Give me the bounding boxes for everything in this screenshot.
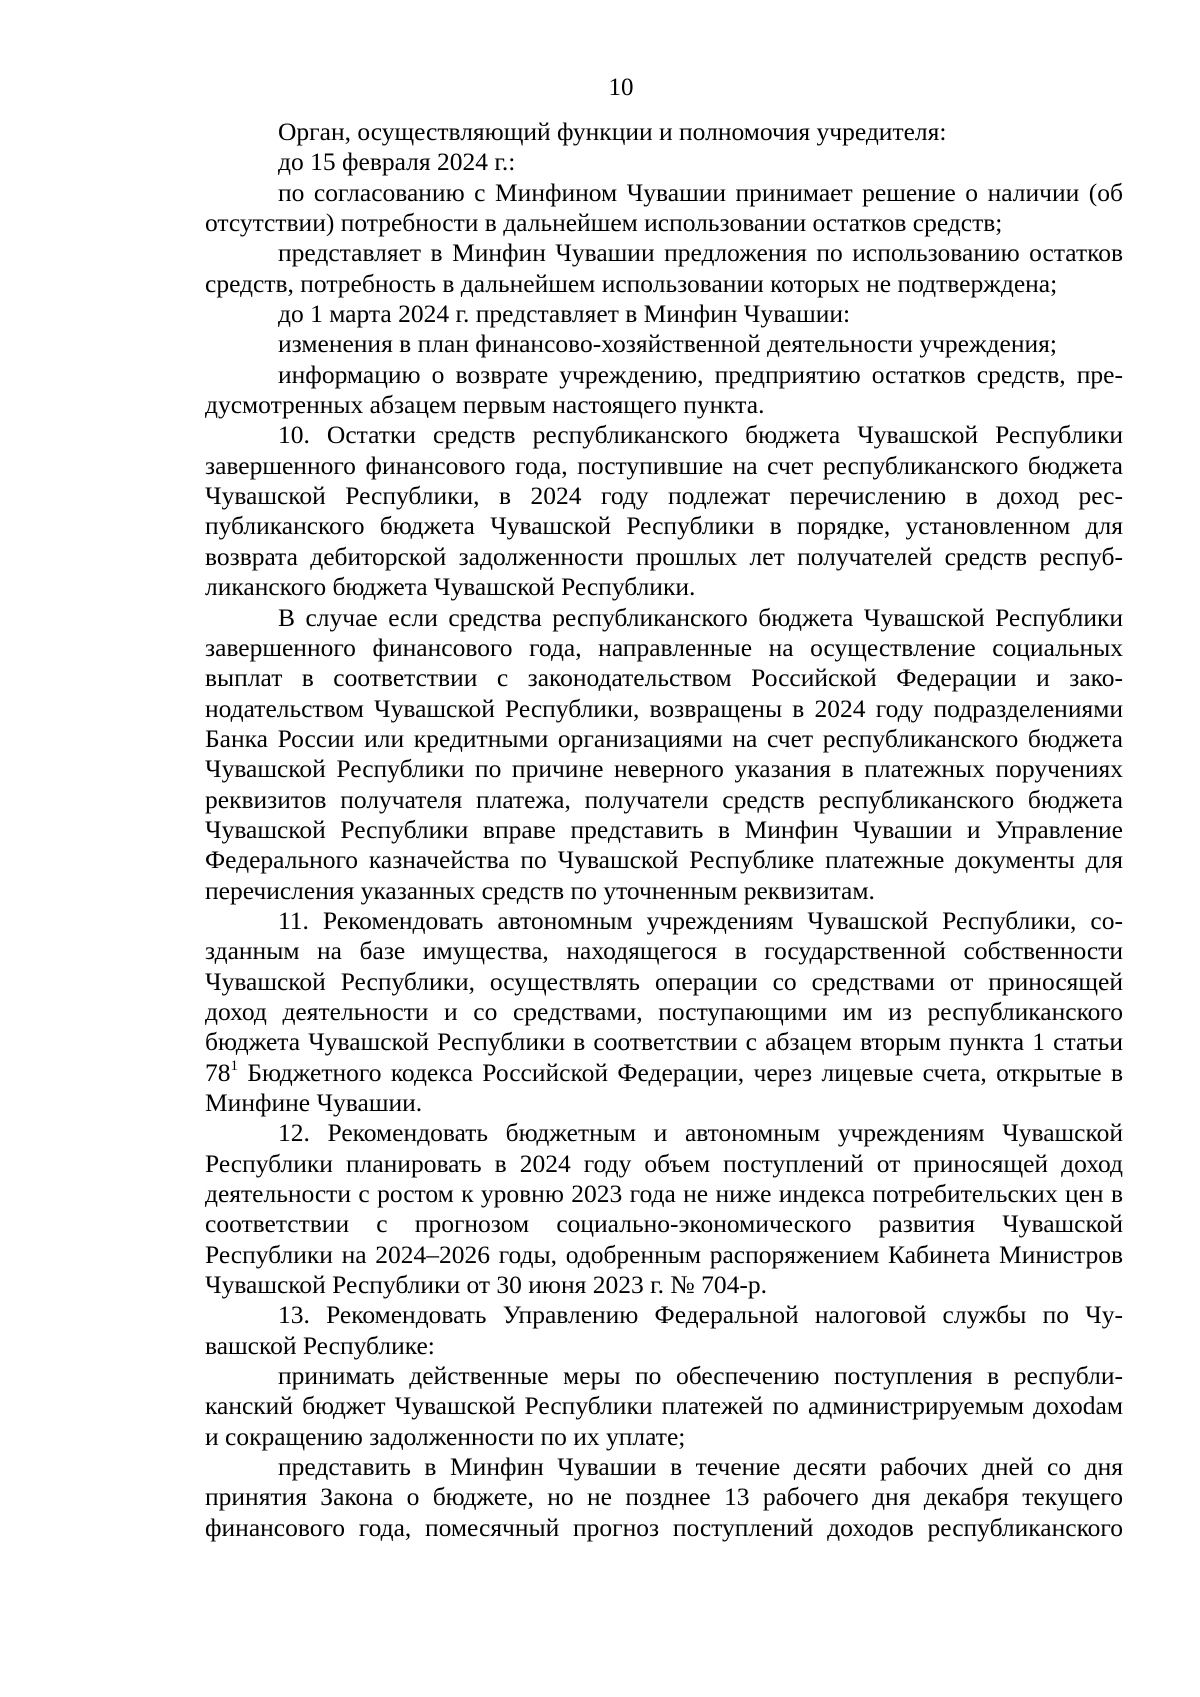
item-11-text-start: 11. Рекомендовать автономным учреждениям Чувашской Республики, созданным на базе имущества, находящегося в государственной собственности Чувашской Республики, осуществлять операции со средствами от приносящей доход деятельности и со средствами, поступающими им из республиканского бюджета Чувашской Республики в соответствии с абзацем вторым пункта 1 статьи 78 (205, 905, 1123, 1087)
paragraph-forecast: представить в Минфин Чувашии в течение десяти рабочих дней со дня принятия Закона о бюджете, но не позднее 13 рабочего дня декабря текущего финансового года, помесячный прогноз поступлений доходов республиканского (205, 1452, 1123, 1542)
document-body (205, 117, 1123, 1543)
item-11-text-end: Бюджетного кодекса Российской Федерации, через лицевые счета, открытые в Минфине Чувашии. (205, 1057, 1123, 1117)
paragraph-founder-body: Орган, осуществляющий функции и полномочия учредителя: (278, 117, 947, 146)
paragraph-item-10: 10. Остатки средств республиканского бюджета Чувашской Республики завершенного финансового года, поступившие на счет республиканского бюджета Чувашской Республики, в 2024 году подлежат перечислению в доход республиканского бюджета Чувашской Республики в порядке, установленном для возврата дебиторской задолженности прошлых лет получателей средств республиканского бюджета Чувашской Республики. (205, 420, 1123, 602)
paragraph-proposals: представляет в Минфин Чувашии предложения по использованию остатков средств, потребность в дальнейшем использовании которых не подтверждена; (205, 238, 1123, 298)
page-number: 10 (608, 74, 634, 101)
paragraph-item-11 (205, 906, 1123, 1118)
paragraph-plan-changes: изменения в план финансово-хозяйственной деятельности учреждения; (278, 329, 1057, 359)
paragraph-deadline-mar: до 1 марта 2024 г. представляет в Минфин Чувашии: (278, 299, 851, 329)
paragraph-deadline-feb: до 15 февраля 2024 г.: (278, 147, 516, 177)
paragraph-social-payments: В случае если средства республиканского бюджета Чувашской Республики завершенного финансового года, направленные на осуществление социальных выплат в соответствии с законодательством Российской Федерации и законодательством Чувашской Республики, возвращены в 2024 году подразделениями Банка России или кредитными организациями на счет республиканского бюджета Чувашской Республики по причине неверного указания в платежных поручениях реквизитов получателя платежа, получатели средств республиканского бюджета Чувашской Республики вправе представить в Минфин Чувашии и Управление Федерального казначейства по Чувашской Республике платежные документы для перечисления указанных средств по уточненным реквизитам. (205, 602, 1123, 905)
paragraph-tax-measures: принимать действенные меры по обеспечению поступления в республиканский бюджет Чувашской Республики платежей по администрируемым дохоdам и сокращению задолженности по их уплате; (205, 1361, 1123, 1451)
item-11-superscript: 1 (230, 1057, 238, 1074)
paragraph-item-12: 12. Рекомендовать бюджетным и автономным учреждениям Чувашской Республики планировать в 2024 году объем поступлений от приносящей доход деятельности с ростом к уровню 2023 года не ниже индекса потребительских цен в соответствии с прогнозом социально-экономического развития Чувашской Республики на 2024–2026 годы, одобренным распоряжением Кабинета Министров Чувашской Республики от 30 июня 2023 г. № 704-р. (205, 1118, 1123, 1300)
paragraph-item-13: 13. Рекомендовать Управлению Федеральной налоговой службы по Чувашской Республике: (205, 1300, 1123, 1360)
paragraph-return-info: информацию о возврате учреждению, предприятию остатков средств, предусмотренных абзацем первым настоящего пункта. (205, 359, 1123, 420)
paragraph-decision: по согласованию с Минфином Чувашии принимает решение о наличии (об отсутствии) потребности в дальнейшем использовании остатков средств; (205, 177, 1123, 238)
